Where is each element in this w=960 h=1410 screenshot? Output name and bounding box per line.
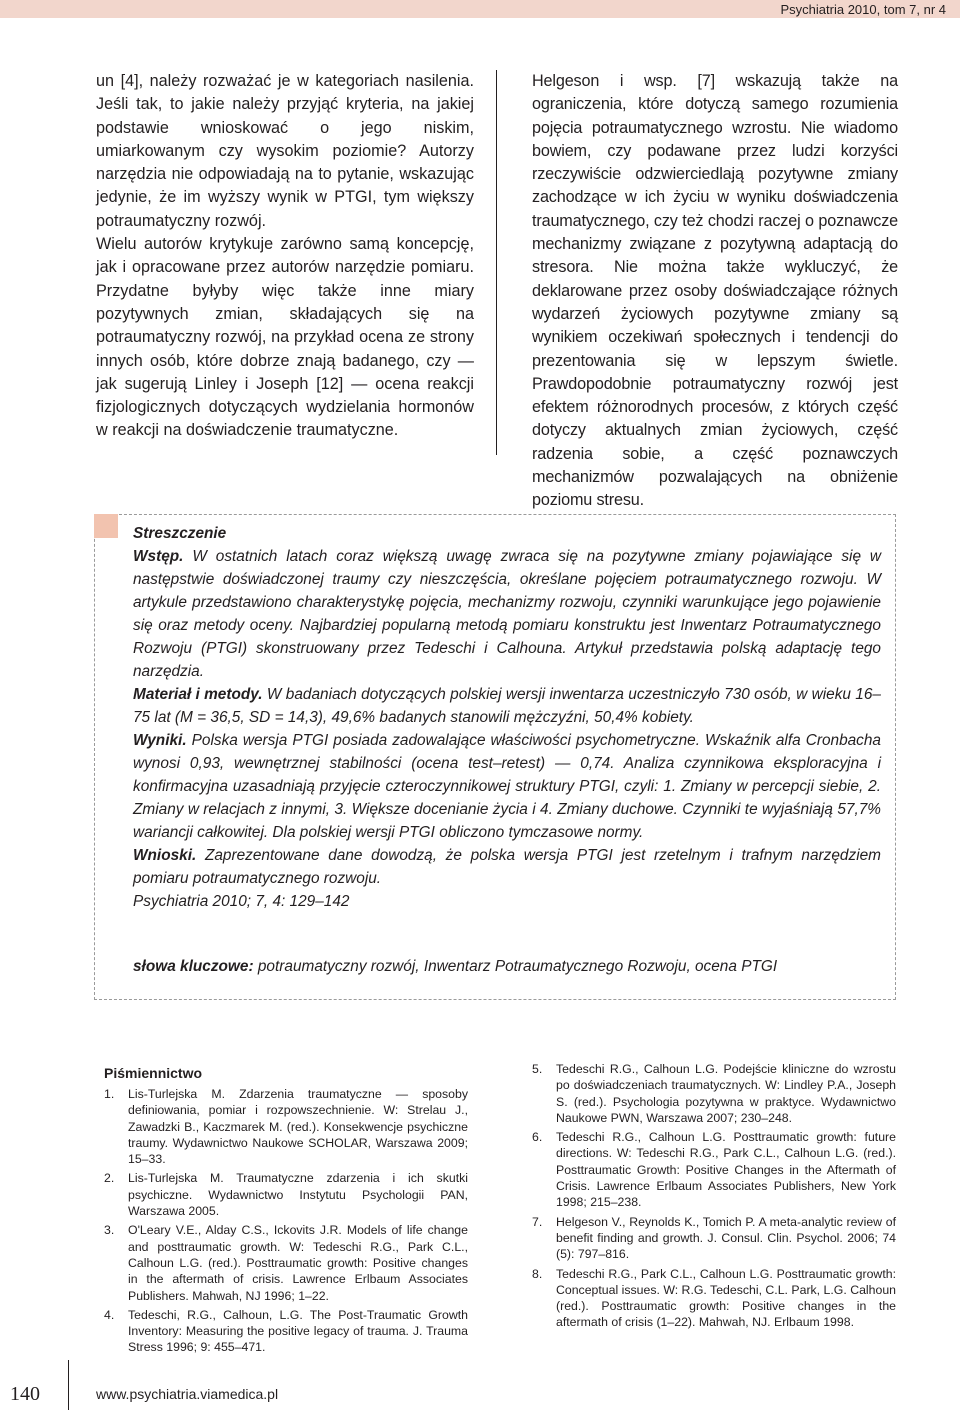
abstract-methods-text: W badaniach dotyczących polskiej wersji inwentarza uczestniczyło 730 osób, w wieku 16–75 lat (M = 36,5, SD = 14,3), 49,6% badanych stanowili mężczyźni, 50,4% kobiety. <box>133 686 881 726</box>
footer-url: www.psychiatria.viamedica.pl <box>96 1386 279 1402</box>
abstract-intro-heading: Wstęp. <box>133 548 184 565</box>
reference-item: 6. Tedeschi R.G., Calhoun L.G. Posttraumatic growth: future directions. W: Tedeschi R.G., Park C.L., Calhoun L.G. (red.). Posttraumatic Growth: Positive Changes in the Aftermath of Crisis. Lawrence Erlbaum Associates Publishers, New York 1998; 215–238. <box>532 1130 896 1210</box>
reference-item: 8. Tedeschi R.G., Park C.L., Calhoun L.G. Posttraumatic growth: Conceptual issues. W: R.G. Tedeschi, C.L. Park, L.G. Calhoun (red.). Posttraumatic growth: Positive changes in the aftermath of crisis (1–22). Mahwah, NJ. Erlbaum 1998. <box>532 1266 896 1330</box>
references-title: Piśmiennictwo <box>104 1065 203 1081</box>
abstract-corner-accent <box>94 514 118 538</box>
reference-item: 2. Lis-Turlejska M. Traumatyczne zdarzenia i ich skutki psychiczne. Wydawnictwo Instytutu Psychologii PAN, Warszawa 2005. <box>104 1171 468 1219</box>
footer-divider <box>68 1360 69 1410</box>
references-column-right <box>532 1061 896 1334</box>
abstract-citation: Psychiatria 2010; 7, 4: 129–142 <box>133 893 350 910</box>
keywords-label: słowa kluczowe: <box>133 958 254 975</box>
abstract-conclusions-text: Zaprezentowane dane dowodzą, że polska wersja PTGI jest rzetelnym i trafnym narzędziem pomiaru potraumatycznego rozwoju. <box>133 847 881 887</box>
body-paragraph: Helgeson i wsp. [7] wskazują także na ograniczenia, które dotyczą samego rozumienia pojęcia potraumatycznego wzrostu. Nie wiadomo bowiem, czy podawane przez ludzi korzyści rzeczywiście odzwierciedlają pozytywne zmiany zachodzące w ich życiu w wyniku doświadczenia traumatycznego, czy też chodzi raczej o poznawcze mechanizmy związane z pozytywną adaptacją do stresora. Nie można także wykluczyć, że deklarowane przez osoby doświadczające różnych wydarzeń życiowych pozytywne zmiany są wynikiem oczekiwań społecznych i tendencji do prezentowania się w lepszym świetle. Prawdopodobnie potraumatyczny rozwój jest efektem różnorodnych procesów, z których część dotyczy aktualnych zmian życiowych, część radzenia sobie, a część poznawczych mechanizmów pozwalających na obniżenie poziomu stresu. <box>532 72 898 510</box>
references-column-left <box>104 1086 468 1359</box>
abstract <box>133 522 881 913</box>
reference-item: 5. Tedeschi R.G., Calhoun L.G. Podejście kliniczne do wzrostu po doświadczeniach traumatycznych. W: Lindley P.A., Joseph S. (red.). Psychologia pozytywna w praktyce. Wydawnictwo Naukowe PWN, Warszawa 2007; 230–248. <box>532 1062 896 1125</box>
abstract-results-text: Polska wersja PTGI posiada zadowalające właściwości psychometryczne. Wskaźnik alfa Cronbacha wynosi 0,93, wewnętrznej stabilności (ocena test–retest) — 0,74. Analiza czynnikowa eksploracyjna i konfirmacyjna uzasadniają przyjęcie czteroczynnikowej struktury PTGI, czyli: 1. Zmiany w percepcji siebie, 2. Zmiany w relacjach z innymi, 3. Większe docenianie życia i 4. Zmiany duchowe. Czynniki te wyjaśniają 57,7% wariancji całkowitej. Dla polskiej wersji PTGI obliczono tymczasowe normy. <box>133 732 881 841</box>
abstract-conclusions-heading: Wnioski. <box>133 847 197 864</box>
running-header: Psychiatria 2010, tom 7, nr 4 <box>780 2 946 17</box>
keywords <box>133 958 893 976</box>
body-paragraph: un [4], należy rozważać je w kategoriach nasilenia. Jeśli tak, to jakie należy przyjąć kryteria, na jakiej podstawie wnioskować o jego niskim, umiarkowanym czy wysokim poziomie? Autorzy narzędzia nie odpowiadają na to pytanie, wskazując jedynie, że im wyższy wynik w PTGI, tym większy potraumatyczny rozwój. <box>96 72 474 230</box>
reference-item: 3. O'Leary V.E., Alday C.S., Ickovits J.R. Models of life change and posttraumatic growth. W: Tedeschi R.G., Park C.L., Calhoun L.G. (red.). Posttraumatic growth: Positive changes in the aftermath of crisis. Lawrence Erlbaum Associates Publishers. Mahwah, NJ 1996; 1–22. <box>104 1223 468 1303</box>
reference-item: 7. Helgeson V., Reynolds K., Tomich P. A meta-analytic review of benefit finding and growth. J. Consul. Clin. Psychol. 2006; 74 (5): 797–816. <box>532 1214 896 1262</box>
abstract-results-heading: Wyniki. <box>133 732 187 749</box>
abstract-intro-text: W ostatnich latach coraz większą uwagę zwraca się na pozytywne zmiany pojawiające się w następstwie doświadczonej traumy czy nieszczęścia, określane pojęciem potraumatycznego rozwoju. W artykule przedstawiono charakterystykę pojęcia, mechanizmy rozwoju, czynniki warunkujące jego pojawienie się oraz metody oceny. Najbardziej popularną metodą pomiaru konstruktu jest Inwentarz Potraumatycznego Rozwoju (PTGI) skonstruowany przez Tedeschi i Calhouna. Artykuł przedstawia polską adaptację tego narzędzia. <box>133 548 881 680</box>
abstract-title: Streszczenie <box>133 525 227 542</box>
reference-item: 1. Lis-Turlejska M. Zdarzenia traumatyczne — sposoby definiowania, pomiar i rozpowszechnienie. W: Strelau J., Zawadzki B., Kaczmarek M. (red.). Konsekwencje psychiczne traumy. Wydawnictwo Naukowe SCHOLAR, Warszawa 2009; 15–33. <box>104 1087 468 1167</box>
page-number: 140 <box>10 1383 40 1405</box>
abstract-methods-heading: Materiał i metody. <box>133 686 263 703</box>
column-divider <box>496 70 497 455</box>
reference-item: 4. Tedeschi, R.G., Calhoun, L.G. The Post-Traumatic Growth Inventory: Measuring the positive legacy of trauma. J. Trauma Stress 1996; 9: 455–471. <box>104 1307 468 1355</box>
body-column-left <box>96 70 474 443</box>
body-paragraph: Wielu autorów krytykuje zarówno samą koncepcję, jak i opracowane przez autorów narzędzie pomiaru. Przydatne byłyby więc także inne miary pozytywnych zmian, składających się na potraumatyczny rozwój, na przykład ocena ze strony innych osób, które dobrze znają badanego, czy — jak sugerują Linley i Joseph [12] — ocena reakcji fizjologicznych dotyczących wydzielania hormonów w reakcji na doświadczenie traumatyczne. <box>96 235 474 440</box>
body-column-right <box>532 70 898 513</box>
keywords-text: potraumatyczny rozwój, Inwentarz Potraumatycznego Rozwoju, ocena PTGI <box>257 958 778 975</box>
